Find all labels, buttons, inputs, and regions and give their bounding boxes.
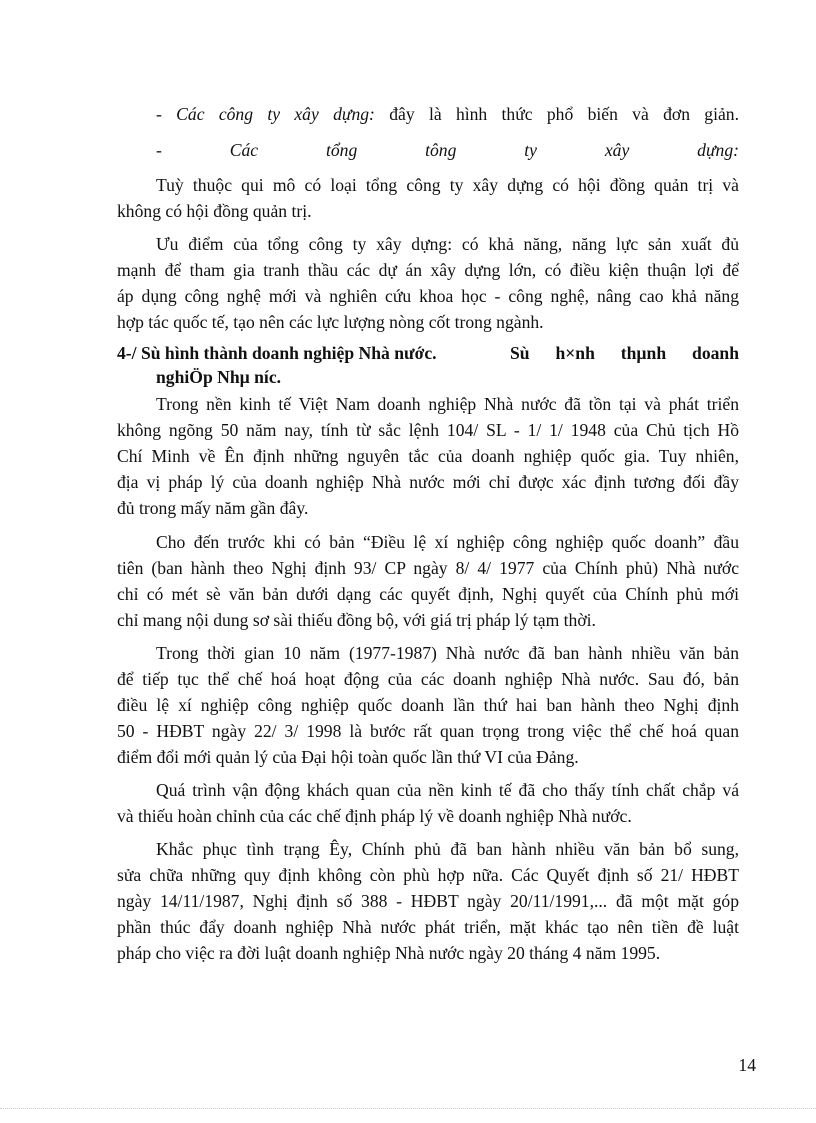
line-text: không ngõng 50 năm nay, tính từ sắc lệnh 104/ SL - 1/ 1/ 1948 của Chủ tịch Hồ: [117, 420, 739, 440]
line-text: áp dụng công nghệ mới và nghiên cứu khoa học - công nghệ, nâng cao khả năng: [117, 286, 739, 306]
text-line: [117, 607, 739, 633]
line-text: điểm đổi mới quản lý của Đại hội toàn quốc lần thứ VI của Đảng.: [117, 747, 579, 767]
text-line: [156, 391, 739, 417]
text-line: [117, 692, 739, 718]
page-number: 14: [738, 1055, 756, 1075]
line-text: Khắc phục tình trạng Êy, Chính phủ đã ban hành nhiều văn bản bổ sung,: [156, 839, 739, 859]
line-text: hợp tác quốc tế, tạo nên các lực lượng nòng cốt trong ngành.: [117, 312, 544, 332]
line-text: ngày 14/11/1987, Nghị định số 388 - HĐBT ngày 20/11/1991,... đã một mặt góp: [117, 891, 739, 911]
italic-text: Các tổng tông ty xây dựng:: [229, 140, 739, 160]
line-text: để tiếp tục thể chế hoá hoạt động của các doanh nghiệp Nhà nước. Sau đó, bản: [117, 669, 739, 689]
line-text: Trong thời gian 10 năm (1977-1987) Nhà nước đã ban hành nhiều văn bản: [156, 643, 739, 663]
text-line: [117, 469, 739, 495]
text-line: [117, 309, 739, 335]
text-line: [117, 581, 739, 607]
line-text: -: [156, 140, 230, 160]
line-text: -: [156, 104, 177, 124]
italic-text: Các công ty xây dựng:: [176, 104, 375, 124]
line-text: mạnh để tham gia tranh thầu các dự án xây dựng lớn, có điều kiện thuận lợi để: [117, 260, 739, 280]
text-line: [117, 283, 739, 309]
line-text: tiên (ban hành theo Nghị định 93/ CP ngày 8/ 4/ 1977 của Chính phủ) Nhà nước: [117, 558, 739, 578]
footer-rule: [0, 1108, 816, 1109]
text-line: [117, 803, 739, 829]
line-text: chỉ có mét sè văn bản dưới dạng các quyết định, Nghị quyết của Chính phủ mới: [117, 584, 739, 604]
text-line: [117, 718, 739, 744]
text-line: [117, 555, 739, 581]
text-line: [117, 495, 739, 521]
line-text: Cho đến trước khi có bản “Điều lệ xí nghiệp công nghiệp quốc doanh” đầu: [156, 532, 739, 552]
line-text: Chí Minh về Ên định những nguyên tắc của doanh nghiệp quốc gia. Tuy nhiên,: [117, 446, 739, 466]
line-text: Tuỳ thuộc qui mô có loại tổng công ty xây dựng có hội đồng quản trị và: [156, 175, 739, 195]
text-line: [117, 940, 739, 966]
line-text: và thiếu hoàn chỉnh của các chế định pháp lý về doanh nghiệp Nhà nước.: [117, 806, 632, 826]
section-heading-garbled: Sù h×nh thµnh doanh: [510, 343, 739, 363]
text-line: [117, 443, 739, 469]
line-text: chỉ mang nội dung sơ sài thiếu đồng bộ, với giá trị pháp lý tạm thời.: [117, 610, 596, 630]
text-line: [156, 101, 739, 127]
text-line: [117, 666, 739, 692]
text-line: [117, 257, 739, 283]
text-line: [156, 137, 739, 163]
text-line: [117, 417, 739, 443]
text-line: [156, 836, 739, 862]
text-line: [156, 231, 739, 257]
text-line: [156, 640, 739, 666]
section-heading: 4-/ Sù hình thành doanh nghiệp Nhà nước.: [117, 343, 437, 363]
text-line: [117, 888, 739, 914]
line-text: phần thúc đẩy doanh nghiệp Nhà nước phát triển, mặt khác tạo nên tiền đề luật: [117, 917, 739, 937]
line-text: Trong nền kinh tế Việt Nam doanh nghiệp Nhà nước đã tồn tại và phát triển: [156, 394, 739, 414]
text-line: [156, 529, 739, 555]
line-text: Ưu điểm của tổng công ty xây dựng: có khả năng, năng lực sản xuất đủ: [156, 234, 739, 254]
line-text: điều lệ xí nghiệp công nghiệp quốc doanh lần thứ hai ban hành theo Nghị định: [117, 695, 739, 715]
text-line: [117, 914, 739, 940]
line-text: Quá trình vận động khách quan của nền kinh tế đã cho thấy tính chất chắp vá: [156, 780, 739, 800]
text-line: [117, 862, 739, 888]
line-text: sửa chữa những quy định không còn phù hợp nữa. Các Quyết định số 21/ HĐBT: [117, 865, 739, 885]
text-line: [156, 172, 739, 198]
line-text: 50 - HĐBT ngày 22/ 3/ 1998 là bước rất quan trọng trong việc thể chế hoá quan: [117, 721, 739, 741]
line-text: không có hội đồng quản trị.: [117, 201, 312, 221]
line-text: địa vị pháp lý của doanh nghiệp Nhà nước mới chỉ được xác định tương đối đầy: [117, 472, 739, 492]
line-text: đây là hình thức phổ biến và đơn giản.: [374, 104, 739, 124]
text-line: [117, 744, 739, 770]
text-line: [156, 777, 739, 803]
text-line: [117, 198, 739, 224]
line-text: pháp cho việc ra đời luật doanh nghiệp Nhà nước ngày 20 tháng 4 năm 1995.: [117, 943, 661, 963]
section-heading-continuation: nghiÖp Nhµ níc.: [156, 367, 282, 387]
line-text: đủ trong mấy năm gần đây.: [117, 498, 309, 518]
